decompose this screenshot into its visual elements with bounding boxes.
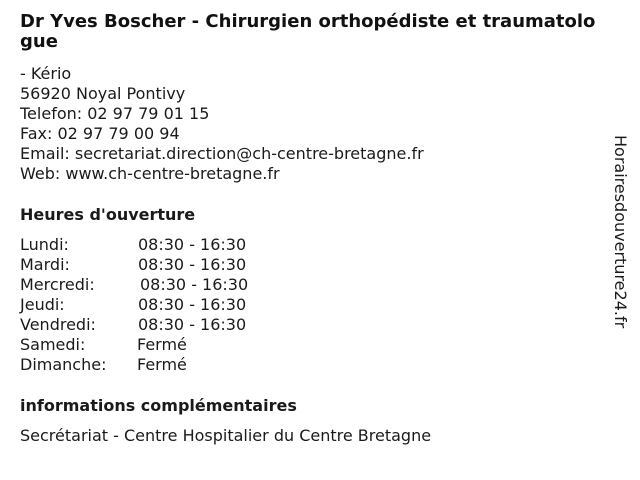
day-label: Mercredi: <box>20 275 95 294</box>
day-label: Lundi: <box>20 235 69 254</box>
opening-hours-list <box>20 235 600 375</box>
hours-row-samedi <box>20 335 600 355</box>
email-text: Email: secretariat.direction@ch-centre-bretagne.fr <box>20 144 424 163</box>
day-label: Dimanche: <box>20 355 107 374</box>
address-city: 56920 Noyal Pontivy <box>20 84 186 103</box>
business-name: Dr Yves Boscher - Chirurgien orthopédiste et traumatologue <box>20 11 596 52</box>
day-label: Vendredi: <box>20 315 96 334</box>
fax-text: Fax: 02 97 79 00 94 <box>20 124 180 143</box>
hours-value: Fermé <box>137 335 187 354</box>
hours-row-mardi <box>20 255 600 275</box>
business-card <box>20 12 600 446</box>
site-watermark: Horairesdouverture24.fr <box>611 135 630 329</box>
hours-value: 08:30 - 16:30 <box>138 315 247 334</box>
hours-value: Fermé <box>137 355 187 374</box>
day-label: Jeudi: <box>20 295 65 314</box>
day-label: Mardi: <box>20 255 70 274</box>
address-street: - Kério <box>20 64 72 83</box>
hours-row-jeudi <box>20 295 600 315</box>
web-text: Web: www.ch-centre-bretagne.fr <box>20 164 280 183</box>
hours-row-mercredi <box>20 275 600 295</box>
additional-info-text: Secrétariat - Centre Hospitalier du Centre Bretagne <box>20 426 432 445</box>
hours-row-lundi <box>20 235 600 255</box>
hours-row-vendredi <box>20 315 600 335</box>
phone-text: Telefon: 02 97 79 01 15 <box>20 104 210 123</box>
contact-block <box>20 64 600 184</box>
hours-value: 08:30 - 16:30 <box>138 255 247 274</box>
additional-info-heading: informations complémentaires <box>20 396 297 415</box>
hours-row-dimanche <box>20 355 600 375</box>
day-label: Samedi: <box>20 335 86 354</box>
hours-value: 08:30 - 16:30 <box>140 275 249 294</box>
hours-value: 08:30 - 16:30 <box>138 235 247 254</box>
hours-value: 08:30 - 16:30 <box>138 295 247 314</box>
opening-hours-heading: Heures d'ouverture <box>20 205 196 224</box>
